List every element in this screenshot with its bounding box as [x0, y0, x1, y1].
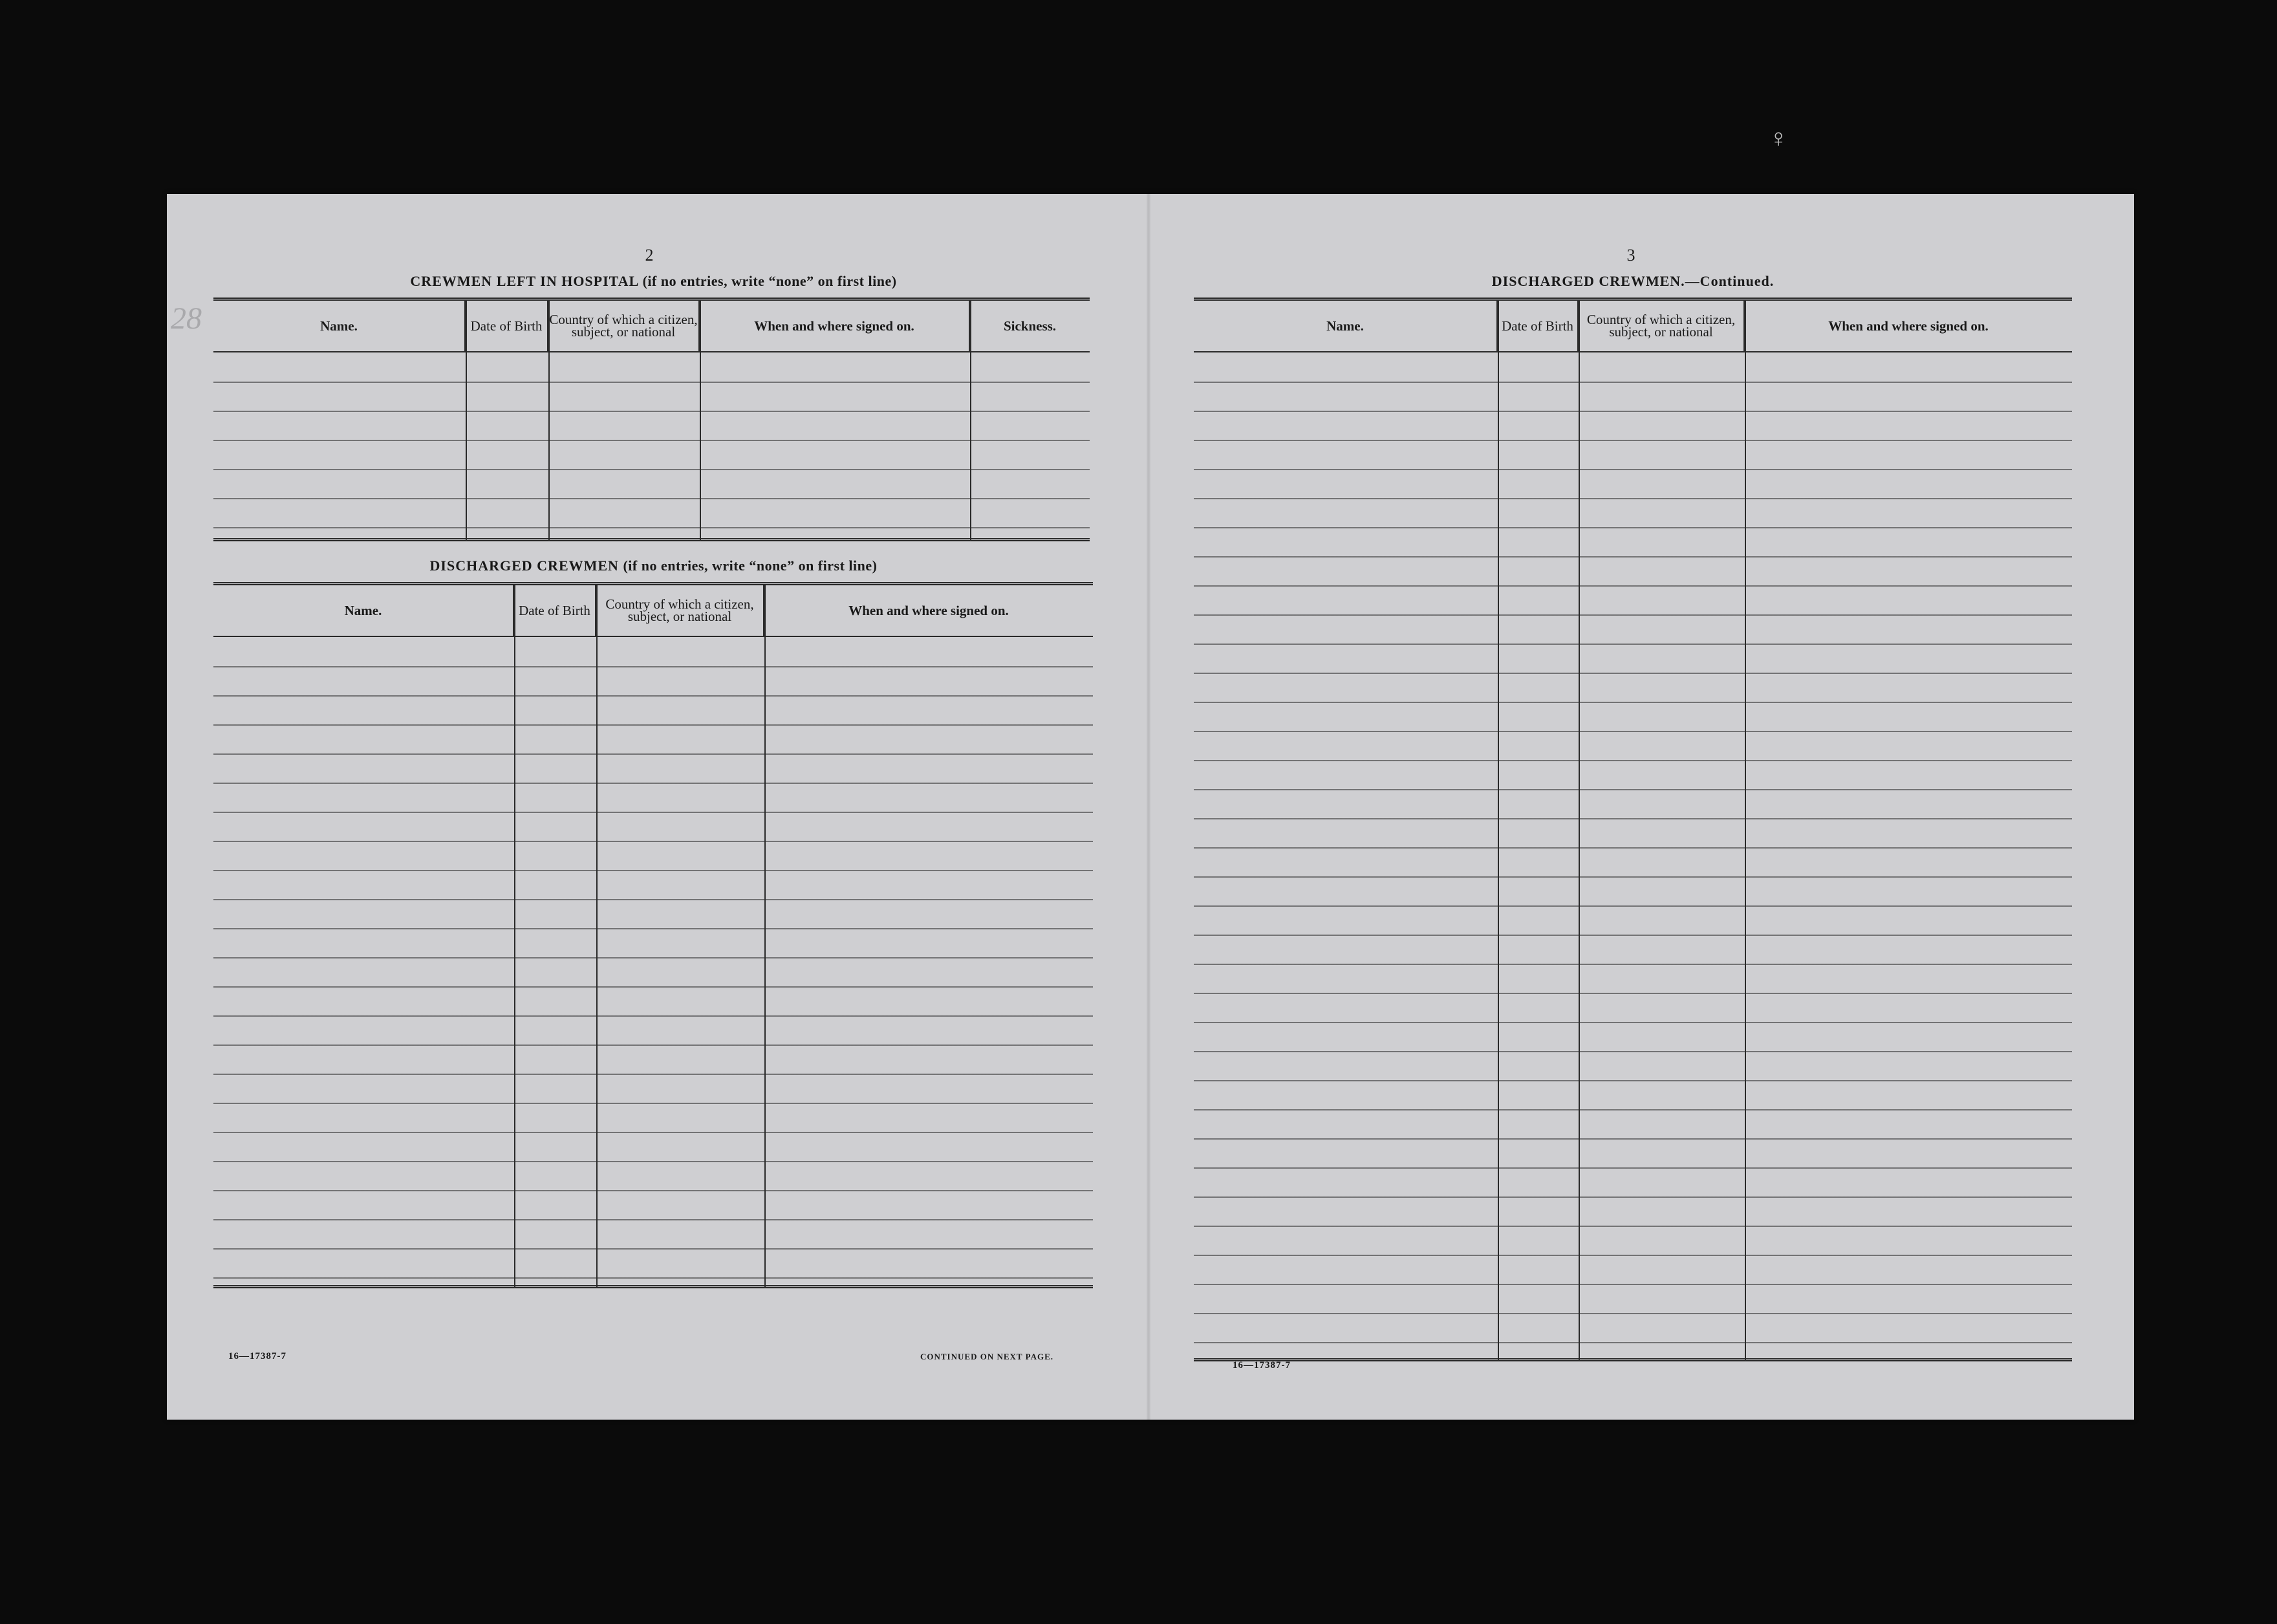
left-footer-code: 16—17387-7 — [228, 1351, 286, 1361]
hospital-table-rows — [213, 354, 1090, 541]
discharged-table-right-header — [1194, 301, 2072, 352]
discharged-note-text: (if no entries, write “none” on first line) — [623, 558, 878, 574]
right-page-number: 3 — [1626, 246, 1635, 265]
col-name: Name. — [213, 301, 466, 351]
col-country: Country of which a citizen, subject, or national — [596, 585, 764, 636]
col-signed-on: When and where signed on. — [848, 602, 1009, 618]
discharged-table-left — [213, 582, 1093, 1546]
hospital-table — [213, 298, 1090, 541]
col-signed-on: When and where signed on. — [1828, 318, 1989, 334]
col-signed-on: When and where signed on. — [700, 301, 970, 351]
corner-stamp-mark: ♀ — [1769, 124, 1788, 153]
left-footer-continued: CONTINUED ON NEXT PAGE. — [920, 1352, 1053, 1361]
margin-pencil-mark: 28 — [171, 301, 202, 336]
hospital-section-title — [215, 273, 1092, 290]
right-footer-code: 16—17387-7 — [1233, 1360, 1291, 1370]
hospital-note-text: (if no entries, write “none” on first line) — [642, 273, 897, 289]
col-country: Country of which a citizen, subject, or national — [1579, 301, 1745, 351]
col-name: Name. — [1194, 301, 1498, 351]
form-sheet — [167, 194, 2134, 1420]
discharged-table-right-rows — [1194, 354, 2072, 1358]
hospital-table-header — [213, 301, 1090, 352]
col-date-of-birth: Date of Birth — [1498, 301, 1579, 351]
left-page-number: 2 — [645, 246, 654, 265]
col-date-of-birth: Date of Birth — [514, 585, 596, 636]
hospital-title-text: CREWMEN LEFT IN HOSPITAL — [410, 273, 639, 289]
discharged-table-left-rows — [213, 638, 1093, 1288]
discharged-title-text: DISCHARGED CREWMEN — [429, 558, 619, 574]
col-date-of-birth: Date of Birth — [466, 301, 548, 351]
col-country: Country of which a citizen, subject, or national — [548, 301, 700, 351]
discharged-table-left-header — [213, 585, 1093, 637]
col-name: Name. — [213, 585, 514, 636]
col-sickness: Sickness. — [1003, 318, 1057, 334]
page-fold — [1147, 194, 1150, 1420]
discharged-section-title — [215, 558, 1092, 574]
discharged-table-right — [1194, 298, 2072, 1361]
discharged-continued-title: DISCHARGED CREWMEN.—Continued. — [1491, 273, 1775, 289]
